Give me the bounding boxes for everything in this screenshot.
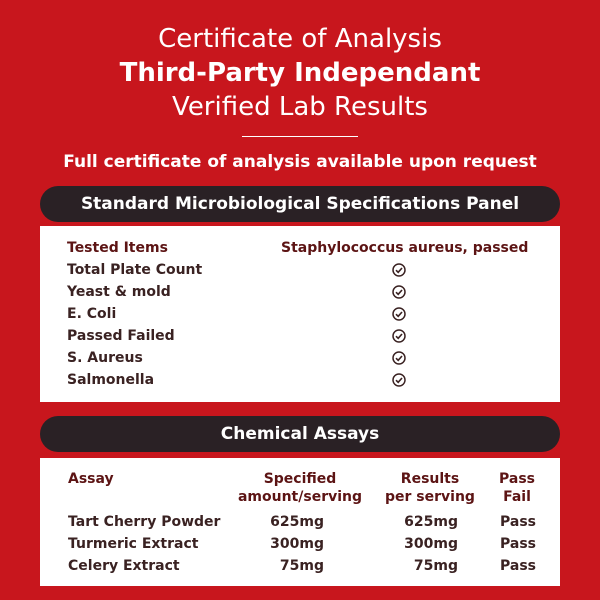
header-emphasis: Third-Party Independant: [119, 58, 481, 88]
chem-row-specified: 625mg: [270, 514, 324, 530]
header-title: Certificate of Analysis: [158, 24, 442, 54]
chem-col-results-line1: Results: [400, 471, 460, 487]
chem-col-specified-line2: amount/serving: [237, 489, 363, 505]
check-circle-icon: [392, 351, 406, 365]
chem-col-assay: Assay: [68, 471, 114, 487]
chem-col-pass-line: Pass: [499, 471, 535, 487]
check-circle-icon: [392, 285, 406, 299]
chem-col-specified: [230, 470, 370, 506]
chem-row-status: Pass: [500, 514, 536, 530]
micro-row-item: Yeast & mold: [67, 284, 171, 300]
micro-row-item: E. Coli: [67, 306, 117, 322]
check-circle-icon: [392, 373, 406, 387]
micro-panel-title: Standard Microbiological Specifications Panel: [40, 186, 560, 222]
chem-row-specified: 300mg: [270, 536, 324, 552]
chem-panel: [40, 458, 560, 586]
chem-col-fail-line: Fail: [503, 489, 531, 505]
micro-row-item: S. Aureus: [67, 350, 143, 366]
chem-row-result: 625mg: [404, 514, 458, 530]
certificate-header: [0, 22, 600, 124]
chem-row-assay: Celery Extract: [68, 558, 180, 574]
chem-panel-title: Chemical Assays: [40, 416, 560, 452]
micro-row-item: Total Plate Count: [67, 262, 203, 278]
micro-row-item: Salmonella: [67, 372, 155, 388]
check-circle-icon: [392, 263, 406, 277]
header-subheading: Verified Lab Results: [172, 92, 428, 122]
availability-note: Full certificate of analysis available upon request: [63, 152, 537, 172]
chem-row-assay: Turmeric Extract: [68, 536, 199, 552]
chem-row-specified: 75mg: [279, 558, 324, 574]
chem-row-result: 300mg: [404, 536, 458, 552]
micro-col-result: Staphylococcus aureus, passed: [281, 240, 529, 256]
micro-panel: [40, 226, 560, 402]
chem-col-results-line2: per serving: [385, 489, 475, 505]
micro-col-tested-items: Tested Items: [67, 240, 168, 256]
chem-col-results: [380, 470, 480, 506]
chem-row-status: Pass: [500, 558, 536, 574]
chem-row-assay: Tart Cherry Powder: [68, 514, 221, 530]
chem-col-pass-fail: [492, 470, 542, 506]
check-circle-icon: [392, 307, 406, 321]
chem-row-result: 75mg: [413, 558, 458, 574]
check-circle-icon: [392, 329, 406, 343]
header-divider: [242, 136, 358, 137]
chem-row-status: Pass: [500, 536, 536, 552]
chem-col-specified-line1: Specified: [263, 471, 337, 487]
micro-row-item: Passed Failed: [67, 328, 175, 344]
